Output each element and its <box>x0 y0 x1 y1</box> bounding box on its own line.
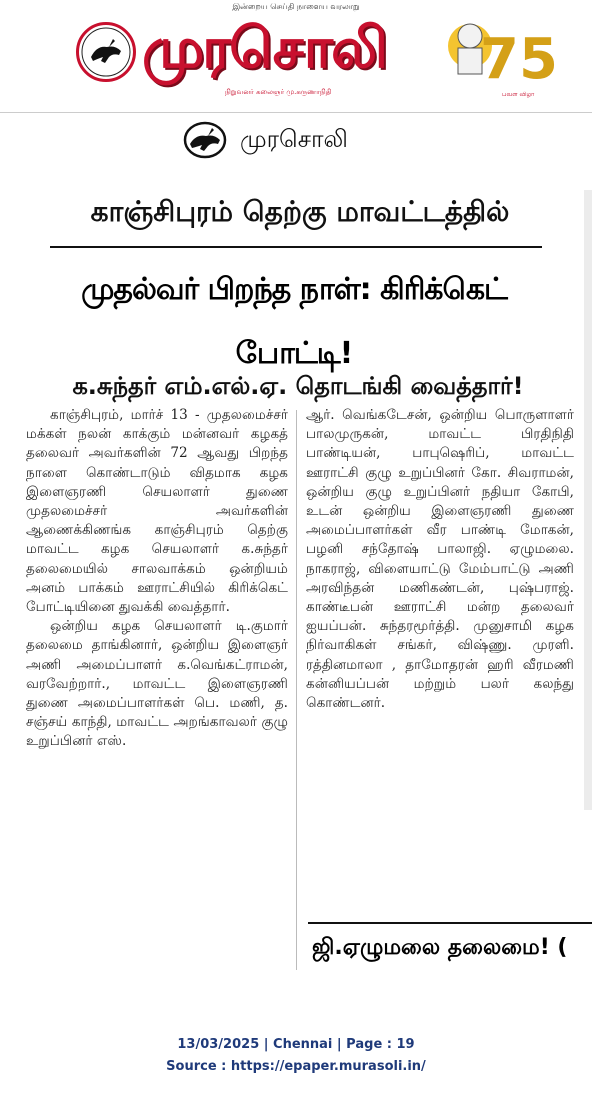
article-paragraph: ஆர். வெங்கடேசன், ஒன்றிய பொருளாளர் பாலமுருகன், மாவட்ட பிரதிநிதி பாண்டியன், பாபுஷெரிப், மாவட்ட ஊராட்சி குழு உறுப்பினர் கோ. சிவராமன், ஒன்றிய குழு உறுப்பினர் நதியா கோபி, உடன் ஒன்றிய இளைஞரணி துணை அமைப்பாளர்கள் வீர பாண்டி மோகன், பழனி சந்தோஷ் பாலாஜி. ஏழுமலை. நாகராஜ், விளையாட்டு மேம்பாட்டு அணி அரவிந்தன் மணிகண்டன், புஷ்பராஜ். காண்டீபன் ஊராட்சி மன்ற தலைவர் ஐயப்பன். சுந்தரமூர்த்தி. முனுசாமி கழக நிர்வாகிகள் சங்கர், விஷ்ணு. முரளி. ரத்தினமாலா , தாமோதரன் ஹரி வீரமணி கன்னியப்பன் மற்றும் பலர் கலந்து கொண்டனர். <box>306 407 574 712</box>
article-column-left <box>26 406 288 752</box>
headline-sub: க.சுந்தர் எம்.எல்.ஏ. தொடங்கி வைத்தார்! <box>72 372 524 400</box>
anniversary-75-icon <box>440 6 558 106</box>
bull-icon <box>180 120 230 160</box>
footer-source-line[interactable]: Source : https://epaper.murasoli.in/ <box>166 1059 426 1074</box>
headline-main: முதல்வர் பிறந்த நாள்: கிரிக்கெட் போட்டி! <box>81 272 507 371</box>
masthead-divider <box>0 112 592 113</box>
masthead-tagline: இன்றைய செய்தி நாளைய வரலாறு <box>232 2 360 11</box>
article-column-right <box>306 406 574 713</box>
source-footer <box>0 1034 592 1078</box>
article-paragraph: ஒன்றிய கழக செயலாளர் டி.குமார் தலைமை தாங்கினார், ஒன்றிய இளைஞர் அணி அமைப்பாளர் க.வெங்கட்ராமன், வரவேற்றார்., மாவட்ட இளைஞரணி துணை அமைப்பாளர்கள் பெ. மணி, த. சஞ்சய் காந்தி, மாவட்ட அறங்காவலர் குழு உறுப்பினர் எஸ். <box>26 618 288 750</box>
clip-brand <box>180 120 348 160</box>
column-divider <box>296 410 297 970</box>
footer-date-line: 13/03/2025 | Chennai | Page : 19 <box>177 1037 415 1052</box>
anniversary-label: பவள விழா <box>502 91 535 98</box>
next-article-divider <box>308 922 592 924</box>
masthead-logo: முரசொலி <box>142 16 386 81</box>
anniversary-emblem <box>440 6 558 106</box>
masthead <box>0 0 592 110</box>
anniversary-number: 75 <box>480 27 558 92</box>
article-paragraph: காஞ்சிபுரம், மார்ச் 13 - முதலமைச்சர் மக்கள் நலன் காக்கும் மன்னவர் கழகத் தலைவர் அவர்களின் 72 ஆவது பிறந்த நாளை கொண்டாடும் விதமாக கழக இளைஞரணி செயலாளர் துணை முதலமைச்சர் அவர்களின் ஆணைக்கிணங்க காஞ்சிபுரம் தெற்கு மாவட்ட கழக செயலாளர் க.சுந்தர் தலைமையில் சாலவாக்கம் ஒன்றியம் அனம் பாக்கம் ஊராட்சியில் கிரிக்கெட் போட்டியினை துவக்கி வைத்தார். <box>26 407 288 616</box>
clip-brand-name: முரசொலி <box>240 124 348 153</box>
news-clipping <box>0 114 592 1014</box>
adjacent-column-edge <box>584 190 592 810</box>
headline-divider <box>50 246 542 248</box>
bull-icon <box>79 25 133 79</box>
headline-kicker: காஞ்சிபுரம் தெற்கு மாவட்டத்தில் <box>90 195 510 228</box>
seal-logo <box>76 22 136 82</box>
masthead-subtag: நிறுவனர் கலைஞர் மு.கருணாநிதி <box>225 88 332 96</box>
next-article-headline: ஜி.ஏழுமலை தலைமை! ( <box>312 935 568 960</box>
